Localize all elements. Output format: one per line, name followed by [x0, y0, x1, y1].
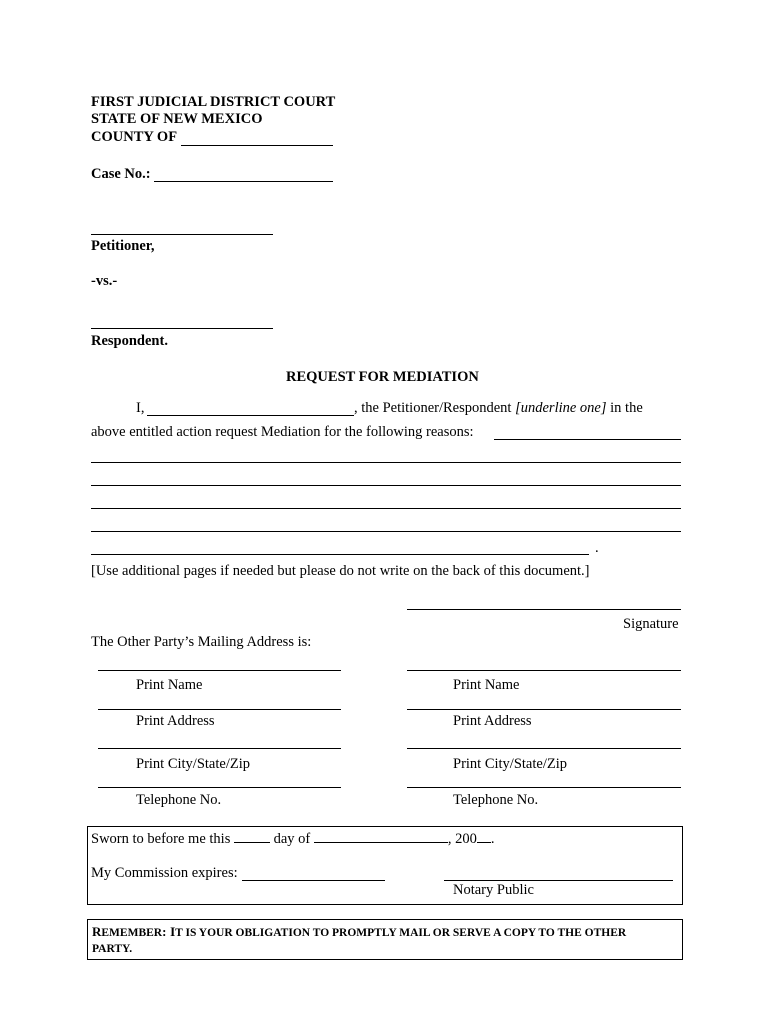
- left-telephone-field[interactable]: [98, 787, 341, 788]
- right-print-city-label: Print City/State/Zip: [453, 756, 567, 772]
- sworn-prefix: Sworn to before me this: [91, 831, 231, 847]
- body-line2: above entitled action request Mediation for the following reasons:: [91, 424, 474, 440]
- state-name: STATE OF NEW MEXICO: [91, 111, 263, 127]
- respondent-label: Respondent.: [91, 333, 168, 349]
- right-city-field[interactable]: [407, 748, 681, 749]
- case-number-field[interactable]: [154, 181, 333, 182]
- court-name: FIRST JUDICIAL DISTRICT COURT: [91, 94, 336, 110]
- commission-label: My Commission expires:: [91, 865, 238, 881]
- commission-expires-field[interactable]: [242, 880, 385, 881]
- right-address-field[interactable]: [407, 709, 681, 710]
- body-line1-end: in the: [610, 400, 643, 416]
- body-line1-prefix: I,: [136, 400, 145, 416]
- signature-label: Signature: [623, 616, 679, 632]
- reason-field-6[interactable]: [91, 554, 589, 555]
- right-print-name-label: Print Name: [453, 677, 520, 693]
- sworn-line: [91, 830, 494, 848]
- left-address-field[interactable]: [98, 709, 341, 710]
- reason-field-1[interactable]: [494, 439, 681, 440]
- notary-public-label: Notary Public: [453, 882, 534, 898]
- day-of-label: day of: [273, 831, 311, 847]
- reason-field-5[interactable]: [91, 531, 681, 532]
- signature-field[interactable]: [407, 609, 681, 610]
- reminder-i-cap: I: [170, 924, 176, 939]
- reminder-colon: :: [162, 924, 167, 939]
- right-print-address-label: Print Address: [453, 713, 532, 729]
- versus-label: -vs.-: [91, 273, 118, 289]
- body-line1-suffix: [354, 400, 643, 417]
- left-name-field[interactable]: [98, 670, 341, 671]
- reminder-r-rest: EMEMBER: [101, 927, 163, 939]
- right-telephone-label: Telephone No.: [453, 792, 539, 808]
- body-line1-text: , the Petitioner/Respondent: [354, 400, 512, 416]
- reminder-r-cap: R: [92, 924, 102, 939]
- additional-pages-note: [Use additional pages if needed but please do not write on the back of this document.]: [91, 563, 590, 579]
- underline-instruction: [underline one]: [515, 400, 607, 416]
- county-label: COUNTY OF: [91, 129, 178, 145]
- left-city-field[interactable]: [98, 748, 341, 749]
- reminder-text: T IS YOUR OBLIGATION TO PROMPTLY MAIL OR SERVE A COPY TO THE OTHER: [175, 927, 627, 939]
- reason-field-3[interactable]: [91, 485, 681, 486]
- left-print-address-label: Print Address: [136, 713, 215, 729]
- left-print-city-label: Print City/State/Zip: [136, 756, 250, 772]
- reason-period: .: [595, 540, 599, 556]
- year-prefix: , 200: [447, 831, 477, 847]
- notary-signature-field[interactable]: [444, 880, 673, 881]
- reason-field-4[interactable]: [91, 508, 681, 509]
- year-suffix: .: [490, 831, 495, 847]
- case-number-label: Case No.:: [91, 166, 151, 182]
- reminder-line2: PARTY.: [92, 943, 133, 955]
- petitioner-label: Petitioner,: [91, 238, 155, 254]
- reason-field-2[interactable]: [91, 462, 681, 463]
- document-title: REQUEST FOR MEDIATION: [286, 369, 479, 385]
- sworn-day-field[interactable]: [234, 830, 270, 843]
- right-name-field[interactable]: [407, 670, 681, 671]
- county-field[interactable]: [181, 145, 333, 146]
- left-telephone-label: Telephone No.: [136, 792, 222, 808]
- sworn-year-field[interactable]: [477, 830, 491, 843]
- petitioner-field[interactable]: [91, 234, 273, 235]
- right-telephone-field[interactable]: [407, 787, 681, 788]
- mailing-address-label: The Other Party’s Mailing Address is:: [91, 634, 312, 650]
- respondent-field[interactable]: [91, 328, 273, 329]
- sworn-month-field[interactable]: [314, 830, 448, 843]
- requester-name-field[interactable]: [147, 415, 354, 416]
- reminder-line1: [92, 923, 626, 942]
- left-print-name-label: Print Name: [136, 677, 203, 693]
